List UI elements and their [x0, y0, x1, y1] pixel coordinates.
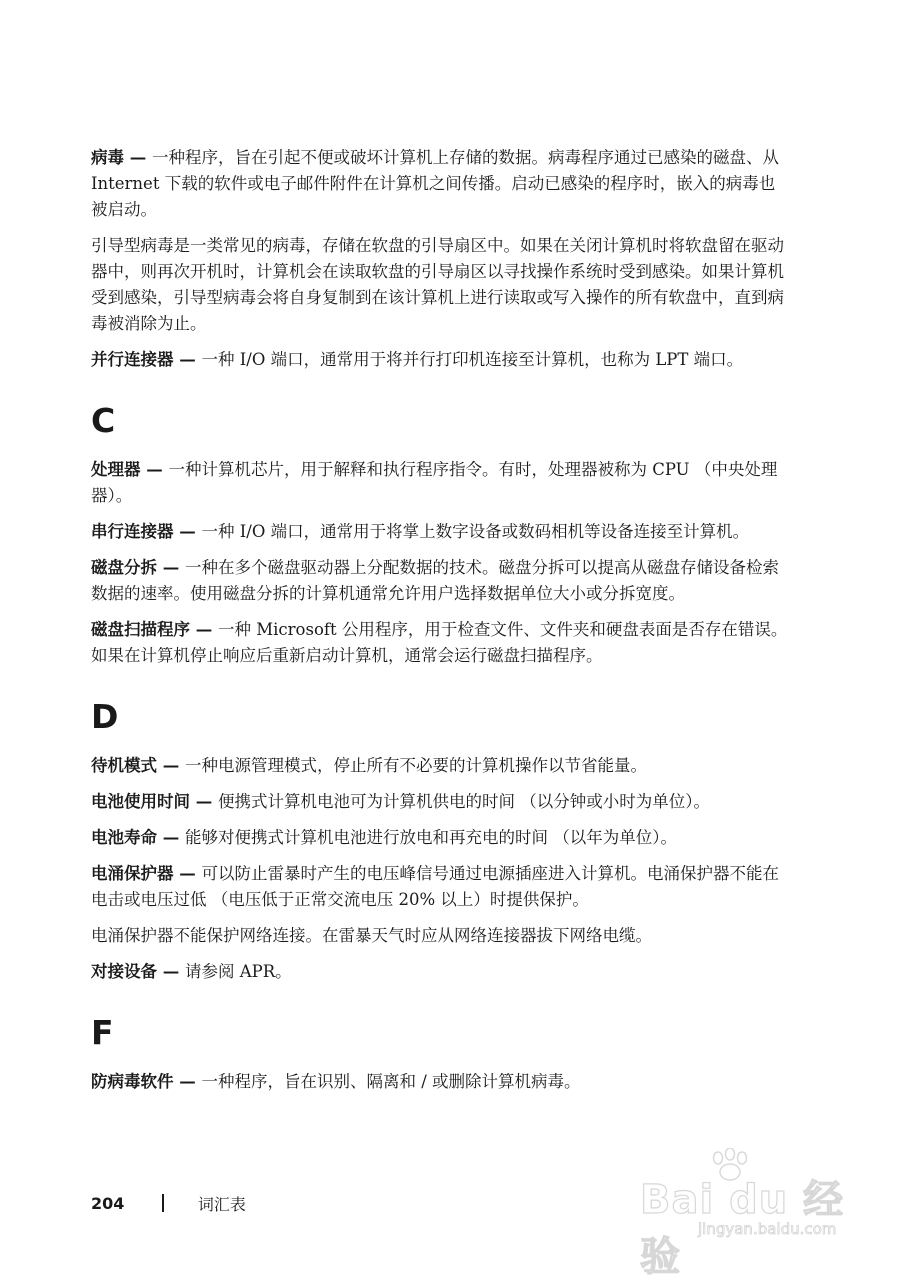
- entry-term: 处理器: [91, 460, 141, 479]
- glossary-entry-virus: [91, 145, 791, 223]
- entry-definition: 能够对便携式计算机电池进行放电和再充电的时间 （以年为单位）。: [185, 828, 677, 847]
- entry-dash: —: [190, 620, 218, 639]
- entry-dash: —: [157, 558, 185, 577]
- entry-definition: 便携式计算机电池可为计算机供电的时间 （以分钟或小时为单位）。: [218, 792, 710, 811]
- entry-definition: 一种电源管理模式，停止所有不必要的计算机操作以节省能量。: [185, 756, 647, 775]
- entry-definition: 一种程序，旨在引起不便或破坏计算机上存储的数据。病毒程序通过已感染的磁盘、从 Internet 下载的软件或电子邮件附件在计算机之间传播。启动已感染的程序时，嵌入的病毒也被启动。: [91, 148, 779, 219]
- glossary-entry-serial-connector: [91, 519, 791, 545]
- glossary-entry-surge-protector: [91, 861, 791, 913]
- section-heading-c: C: [91, 401, 116, 440]
- entry-term: 电涌保护器: [91, 864, 174, 883]
- footer-divider: [162, 1194, 164, 1212]
- entry-definition: 一种 I/O 端口，通常用于将掌上数字设备或数码相机等设备连接至计算机。: [201, 522, 750, 541]
- glossary-entry-battery-operating-time: [91, 789, 791, 815]
- entry-dash: —: [173, 1072, 202, 1091]
- glossary-entry-scandisk: [91, 617, 791, 669]
- glossary-entry-processor: [91, 457, 791, 509]
- glossary-entry-disk-striping: [91, 555, 791, 607]
- entry-dash: —: [157, 962, 185, 981]
- entry-term: 串行连接器: [91, 522, 174, 541]
- entry-dash: —: [173, 522, 202, 541]
- entry-dash: —: [190, 792, 218, 811]
- glossary-content: [91, 145, 791, 1105]
- entry-term: 磁盘扫描程序: [91, 620, 190, 639]
- glossary-entry-boot-virus-note: [91, 233, 791, 337]
- entry-dash: —: [124, 148, 152, 167]
- glossary-entry-battery-life: [91, 825, 791, 851]
- section-heading-f: F: [91, 1013, 114, 1052]
- entry-definition: 一种程序，旨在识别、隔离和 / 或删除计算机病毒。: [201, 1072, 581, 1091]
- entry-term: 防病毒软件: [91, 1072, 174, 1091]
- entry-term: 磁盘分拆: [91, 558, 157, 577]
- glossary-entry-parallel-connector: [91, 347, 791, 373]
- entry-dash: —: [157, 756, 185, 775]
- baidu-jingyan-watermark: [640, 1148, 850, 1280]
- entry-term: 电池寿命: [91, 828, 157, 847]
- entry-term: 电池使用时间: [91, 792, 190, 811]
- entry-definition: 一种在多个磁盘驱动器上分配数据的技术。磁盘分拆可以提高从磁盘存储设备检索数据的速率。使用磁盘分拆的计算机通常允许用户选择数据单位大小或分拆宽度。: [91, 558, 779, 603]
- glossary-entry-surge-protector-note: [91, 923, 791, 949]
- entry-dash: —: [173, 864, 202, 883]
- glossary-entry-antivirus-software: [91, 1069, 791, 1095]
- page-footer: [91, 1188, 246, 1218]
- glossary-entry-docking-device: [91, 959, 791, 985]
- section-heading-d: D: [91, 697, 119, 736]
- watermark-url: jingyan.baidu.com: [698, 1220, 837, 1238]
- entry-definition: 可以防止雷暴时产生的电压峰信号通过电源插座进入计算机。电涌保护器不能在电击或电压过低 （电压低于正常交流电压 20% 以上）时提供保护。: [91, 864, 779, 909]
- entry-term: 对接设备: [91, 962, 157, 981]
- entry-dash: —: [140, 460, 169, 479]
- entry-definition: 一种计算机芯片，用于解释和执行程序指令。有时，处理器被称为 CPU （中央处理器）。: [91, 460, 778, 505]
- entry-definition: 电涌保护器不能保护网络连接。在雷暴天气时应从网络连接器拔下网络电缆。: [91, 926, 652, 945]
- entry-dash: —: [173, 350, 202, 369]
- page-number: 204: [91, 1193, 125, 1213]
- entry-term: 待机模式: [91, 756, 157, 775]
- watermark-logo-text: Bai du 经验: [640, 1177, 845, 1280]
- entry-term: 并行连接器: [91, 350, 174, 369]
- entry-definition: 请参阅 APR。: [185, 962, 292, 981]
- footer-section-title: 词汇表: [197, 1194, 246, 1214]
- entry-definition: 一种 Microsoft 公用程序，用于检查文件、文件夹和硬盘表面是否存在错误。如果在计算机停止响应后重新启动计算机，通常会运行磁盘扫描程序。: [91, 620, 788, 665]
- entry-dash: —: [157, 828, 185, 847]
- entry-term: 病毒: [91, 148, 124, 167]
- entry-definition: 引导型病毒是一类常见的病毒，存储在软盘的引导扇区中。如果在关闭计算机时将软盘留在驱动器中，则再次开机时，计算机会在读取软盘的引导扇区以寻找操作系统时受到感染。如果计算机受到感染，引导型病毒会将自身复制到在该计算机上进行读取或写入操作的所有软盘中，直到病毒被消除为止。: [91, 236, 784, 333]
- entry-definition: 一种 I/O 端口，通常用于将并行打印机连接至计算机，也称为 LPT 端口。: [201, 350, 744, 369]
- glossary-entry-standby-mode: [91, 753, 791, 779]
